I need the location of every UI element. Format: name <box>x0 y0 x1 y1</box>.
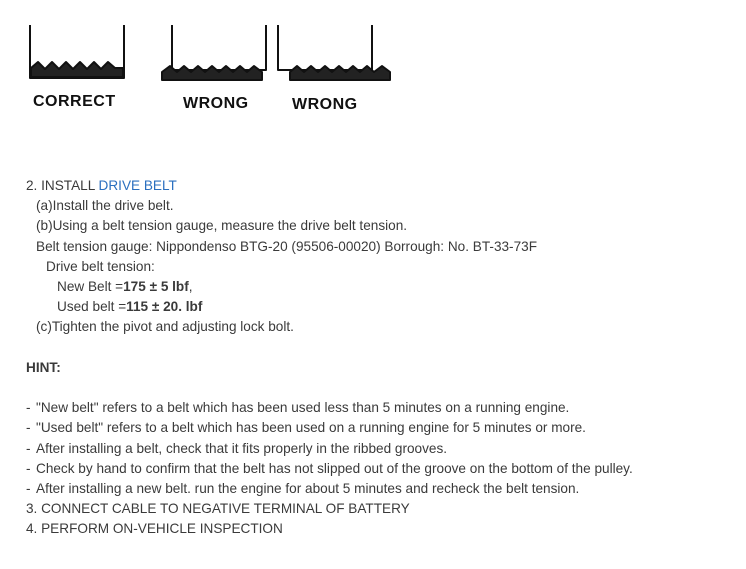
hint-item-text: Check by hand to confirm that the belt has not slipped out of the groove on the bottom of the pulley. <box>36 460 633 476</box>
used-belt-label: Used belt = <box>57 299 127 315</box>
correct-label: CORRECT <box>33 93 116 110</box>
hint-list <box>26 398 726 499</box>
drive-belt-tension-label: Drive belt tension: <box>46 258 155 274</box>
new-belt-spec <box>26 277 726 297</box>
drive-belt-link[interactable]: DRIVE BELT <box>98 178 177 193</box>
new-belt-value: 175 ± 5 lbf <box>123 279 189 295</box>
step-2c: (c)Tighten the pivot and adjusting lock bolt. <box>36 319 294 335</box>
step-2a: (a)Install the drive belt. <box>36 198 174 214</box>
wrong-belt-figure-2 <box>278 25 390 80</box>
hint-item-text: After installing a belt, check that it fits properly in the ribbed grooves. <box>36 440 448 456</box>
wrong-label-2: WRONG <box>292 96 358 113</box>
instructions <box>26 176 726 540</box>
step-2b: (b)Using a belt tension gauge, measure the drive belt tension. <box>36 218 408 234</box>
wrong-label-1: WRONG <box>183 95 249 112</box>
used-belt-spec <box>26 297 726 317</box>
step-3-heading: 3. CONNECT CABLE TO NEGATIVE TERMINAL OF BATTERY <box>26 501 410 517</box>
step-4-heading: 4. PERFORM ON-VEHICLE INSPECTION <box>26 521 283 537</box>
hint-item: - After installing a belt, check that it fits properly in the ribbed grooves. <box>26 440 448 456</box>
hint-item: - Check by hand to confirm that the belt has not slipped out of the groove on the bottom of the pulley. <box>26 460 633 476</box>
hint-item: - "Used belt" refers to a belt which has been used on a running engine for 5 minutes or more. <box>26 420 586 436</box>
hint-title: HINT: <box>26 359 61 375</box>
step-2-heading <box>26 176 726 196</box>
hint-item: - "New belt" refers to a belt which has been used less than 5 minutes on a running engine. <box>26 400 570 416</box>
step-2-number: 2. INSTALL <box>26 178 99 193</box>
new-belt-suffix: , <box>188 279 193 295</box>
belt-diagram <box>0 0 420 130</box>
tension-gauge-spec: Belt tension gauge: Nippondenso BTG-20 (95506-00020) Borrough: No. BT-33-73F <box>36 238 538 254</box>
wrong-belt-figure-1 <box>162 25 266 80</box>
used-belt-value: 115 ± 20. lbf <box>126 299 203 315</box>
correct-belt-figure <box>30 25 124 78</box>
hint-item-text: After installing a new belt. run the engine for about 5 minutes and recheck the belt tension. <box>36 481 580 497</box>
hint-item: - After installing a new belt. run the engine for about 5 minutes and recheck the belt tension. <box>26 481 580 497</box>
hint-item-text: "Used belt" refers to a belt which has been used on a running engine for 5 minutes or more. <box>36 420 586 436</box>
hint-item-text: "New belt" refers to a belt which has been used less than 5 minutes on a running engine. <box>36 400 570 416</box>
new-belt-label: New Belt = <box>57 279 124 295</box>
